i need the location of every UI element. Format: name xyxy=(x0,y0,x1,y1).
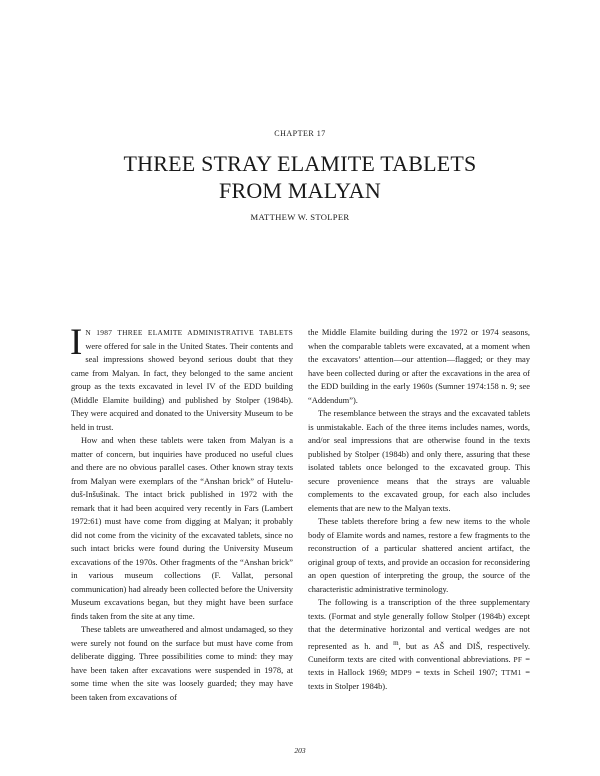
title-line-1: THREE STRAY ELAMITE TABLETS xyxy=(123,151,477,176)
paragraph-text: The following is a transcription of the three supplementary texts. (Format and style generally follow Stolper (1984b) except that the determinative horizontal and vertical wedges are not represented as h. and xyxy=(308,597,530,651)
paragraph xyxy=(308,596,530,693)
paragraph: These tablets are unweathered and almost undamaged, so they were surely not found on the surface but must have come from deliberate digging. Three possibilities come to mind: they may have been taken after excavations were suspended in 1978, at some time when the site was loosely guarded; they may have been taken from excavations of xyxy=(71,624,293,702)
chapter-title xyxy=(0,150,600,204)
opening-small-caps: N 1987 THREE ELAMITE ADMINISTRATIVE TABLETS xyxy=(85,328,293,337)
author-name: MATTHEW W. STOLPER xyxy=(250,212,350,222)
paragraph-text: were offered for sale in the United States. Their contents and seal impressions showed beyond serious doubt that they came from Malyan. In fact, they belonged to the same ancient group as the texts excavated in level IV of the EDD building (Middle Elamite building) and published by Stolper (1984b). They were acquired and donated to the University Museum to be held in trust. xyxy=(71,340,293,432)
left-column xyxy=(70,322,293,704)
superscript-m: m xyxy=(393,638,399,647)
chapter-label: CHAPTER 17 xyxy=(274,129,326,138)
paragraph: The resemblance between the strays and the excavated tablets is unmistakable. Each of the three items includes names, words, and/or seal impressions that are otherwise found in the texts published by Stolper (1984b) and only there, assuring that these isolated tablets once belonged to the excavated group. This secure provenience means that the strays are valuable complements to the excavated group, for each also includes elements that are new to the Malyan texts. xyxy=(308,408,530,513)
paragraph: the Middle Elamite building during the 1972 or 1974 seasons, when the comparable tablets were excavated, at a moment when the excavators’ attention—our attention—flagged; or they may have been collected during or after the excavations in the area of the EDD building in the early 1960s (Sumner 1974:158 n. 9; see “Addendum”). xyxy=(308,327,530,405)
page-number: 203 xyxy=(294,746,306,755)
drop-cap: I xyxy=(70,322,83,363)
paragraph: These tablets therefore bring a few new items to the whole body of Elamite words and names, restore a few fragments to the reconstruction of a particular shattered ancient artifact, the original group of texts, and provide an occasion for reconsidering an open question of interpreting the group, the source of the characteristic administrative terminology. xyxy=(308,516,530,594)
abbrev-ttm1: TTM1 xyxy=(501,668,522,678)
paragraph-text: , but as AŠ and DIŠ, respectively. Cuneiform texts are cited with conventional abbreviations. xyxy=(308,640,530,664)
abbrev-mdp9: MDP9 xyxy=(390,668,412,678)
paragraph-text: = texts in Hallock 1969; xyxy=(308,653,530,678)
right-column xyxy=(308,326,530,693)
paragraph: How and when these tablets were taken from Malyan is a matter of concern, but inquiries have produced no useful clues and there are no obvious parallel cases. Other known stray texts from Malyan were exemplars of the “Anshan brick” of Huteluduš-Inšušinak. The intact brick published in 1972 with the remark that it had been acquired very recently in Fars (Lambert 1972:61) must have come from digging at Malyan; it probably did not come from the vicinity of the excavated tablets, since no such intact bricks were found during the University Museum excavations of the 1970s. Other fragments of the “Anshan brick” in various museum collections (F. Vallat, personal communication) had already been collected before the University Museum excavations began, but they might have been surface finds taken from the site at any time. xyxy=(71,435,293,621)
title-line-2: FROM MALYAN xyxy=(219,178,381,203)
abbrev-pf: PF xyxy=(513,654,523,664)
paragraph-text: = texts in Scheil 1907; xyxy=(411,667,502,678)
paragraph-text: = texts in Stolper 1984b). xyxy=(308,667,530,691)
paragraph xyxy=(70,322,293,434)
